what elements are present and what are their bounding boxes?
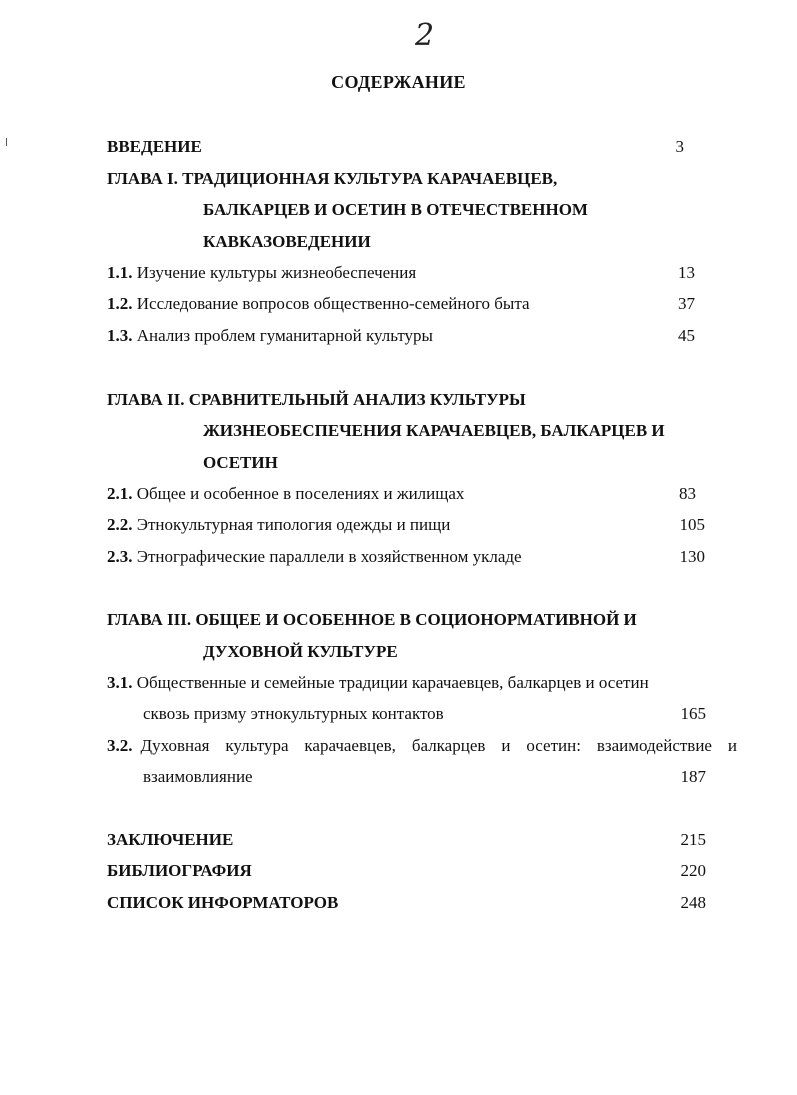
section-number: 3.1. xyxy=(107,673,133,692)
toc-section-3-2-page: 187 xyxy=(680,767,706,786)
chapter2-heading-line3: ОСЕТИН xyxy=(203,453,278,472)
toc-section-1-3 xyxy=(107,325,433,347)
section-number: 2.2. xyxy=(107,515,133,534)
toc-conclusion-page: 215 xyxy=(680,830,706,849)
chapter1-heading-line1: ГЛАВА I. ТРАДИЦИОННАЯ КУЛЬТУРА КАРАЧАЕВЦЕВ, xyxy=(107,169,558,188)
toc-intro-label: ВВЕДЕНИЕ xyxy=(107,137,202,156)
section-number: 1.3. xyxy=(107,326,133,345)
page-title: СОДЕРЖАНИЕ xyxy=(331,72,466,92)
section-number: 2.3. xyxy=(107,547,133,566)
section-title: Анализ проблем гуманитарной культуры xyxy=(136,326,433,345)
toc-section-1-2 xyxy=(107,293,530,315)
toc-section-2-2-page: 105 xyxy=(679,515,705,534)
toc-section-3-2-line1 xyxy=(107,735,737,757)
chapter1-heading-line2: БАЛКАРЦЕВ И ОСЕТИН В ОТЕЧЕСТВЕННОМ xyxy=(203,200,588,219)
toc-intro-page: 3 xyxy=(675,137,684,156)
section-number: 1.1. xyxy=(107,263,133,282)
section-title: Изучение культуры жизнеобеспечения xyxy=(136,263,417,282)
toc-section-3-1-line1 xyxy=(107,672,649,694)
section-number: 2.1. xyxy=(107,484,133,503)
toc-section-3-1-page: 165 xyxy=(680,704,706,723)
toc-section-1-1-page: 13 xyxy=(678,263,695,282)
toc-conclusion-label: ЗАКЛЮЧЕНИЕ xyxy=(107,830,234,849)
toc-section-2-1-page: 83 xyxy=(679,484,696,503)
section-number: 3.2. xyxy=(107,736,133,755)
chapter2-heading-line2: ЖИЗНЕОБЕСПЕЧЕНИЯ КАРАЧАЕВЦЕВ, БАЛКАРЦЕВ И xyxy=(203,421,665,440)
toc-section-1-2-page: 37 xyxy=(678,294,695,313)
section-title: Этнографические параллели в хозяйственном укладе xyxy=(136,547,522,566)
chapter1-heading-line3: КАВКАЗОВЕДЕНИИ xyxy=(203,232,371,251)
toc-section-1-3-page: 45 xyxy=(678,326,695,345)
toc-section-2-1 xyxy=(107,483,464,505)
section-line-wrapper xyxy=(107,735,737,757)
section-title: Духовная культура карачаевцев, балкарцев и осетин: взаимодействие и xyxy=(140,736,737,755)
toc-informants-page: 248 xyxy=(680,893,706,912)
toc-section-2-3-page: 130 xyxy=(679,547,705,566)
toc-section-1-1 xyxy=(107,262,416,284)
section-title: Общее и особенное в поселениях и жилищах xyxy=(136,484,465,503)
toc-informants-label: СПИСОК ИНФОРМАТОРОВ xyxy=(107,893,339,912)
toc-bibliography-page: 220 xyxy=(680,861,706,880)
toc-section-3-2-line2: взаимовлияние xyxy=(143,767,253,786)
toc-section-2-3 xyxy=(107,546,522,568)
chapter2-heading-line1: ГЛАВА II. СРАВНИТЕЛЬНЫЙ АНАЛИЗ КУЛЬТУРЫ xyxy=(107,390,526,409)
handwritten-page-number: 2 xyxy=(415,18,435,53)
margin-mark xyxy=(6,138,7,146)
chapter3-heading-line1: ГЛАВА III. ОБЩЕЕ И ОСОБЕННОЕ В СОЦИОНОРМАТИВНОЙ И xyxy=(107,610,637,629)
section-title: Этнокультурная типология одежды и пищи xyxy=(136,515,451,534)
toc-bibliography-label: БИБЛИОГРАФИЯ xyxy=(107,861,252,880)
toc-section-3-1-line2: сквозь призму этнокультурных контактов xyxy=(143,704,444,723)
section-title: Общественные и семейные традиции карачаевцев, балкарцев и осетин xyxy=(136,673,649,692)
toc-section-2-2 xyxy=(107,514,450,536)
chapter3-heading-line2: ДУХОВНОЙ КУЛЬТУРЕ xyxy=(203,642,398,661)
section-number: 1.2. xyxy=(107,294,133,313)
section-title: Исследование вопросов общественно-семейного быта xyxy=(136,294,530,313)
